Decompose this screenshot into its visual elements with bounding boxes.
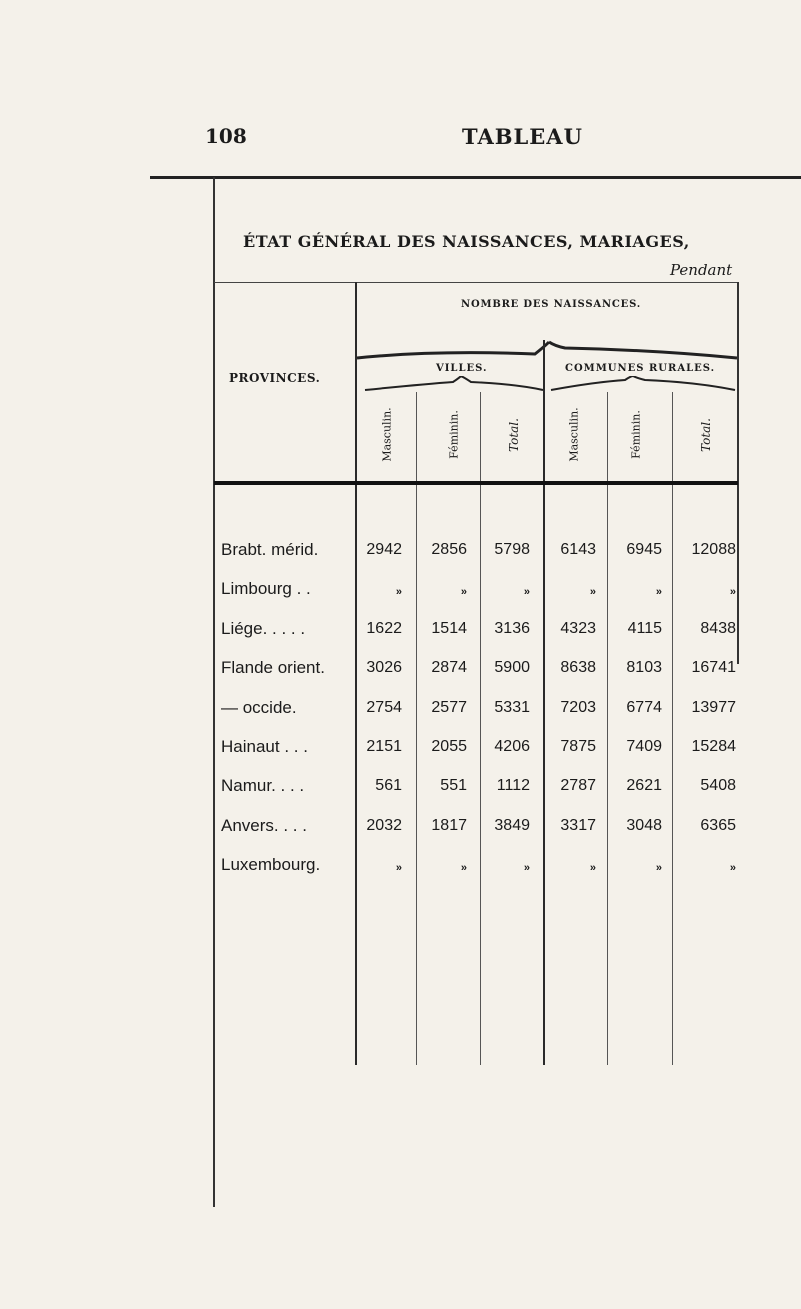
table-cell: » — [460, 862, 467, 874]
table-cell: 5331 — [494, 699, 530, 716]
table-cell: 2942 — [366, 541, 402, 558]
row-province-label: — occide. — [221, 698, 297, 717]
col-rule — [607, 485, 608, 1065]
table-cell: » — [460, 586, 467, 598]
table-cell: 2754 — [366, 699, 402, 716]
table-cell: 1112 — [496, 777, 530, 794]
cities-header: VILLES. — [436, 363, 488, 374]
col-rule — [480, 392, 481, 482]
table-cell: 5900 — [494, 659, 530, 676]
table-cell: 5798 — [494, 541, 530, 558]
table-cell: » — [589, 586, 596, 598]
col-rule — [672, 485, 673, 1065]
table-cell: » — [395, 586, 402, 598]
subheader-braces — [355, 376, 745, 392]
table-cell: 2874 — [431, 659, 467, 676]
top-rule — [150, 176, 801, 179]
table-cell: 3849 — [494, 817, 530, 834]
row-province-label: Anvers. . . . — [221, 816, 307, 835]
table-cell: » — [655, 862, 662, 874]
col-rule — [416, 392, 417, 482]
table-cell: 4323 — [560, 620, 596, 637]
header-braces — [355, 340, 745, 362]
births-header: NOMBRE DES NAISSANCES. — [461, 299, 642, 310]
table-cell: » — [729, 862, 736, 874]
table-cell: » — [523, 862, 530, 874]
table-cell: 8103 — [626, 659, 662, 676]
table-cell: 2032 — [366, 817, 402, 834]
table-cell: 3048 — [626, 817, 662, 834]
table-cell: 15284 — [691, 738, 736, 755]
subheader-masculin-villes: Masculin. — [380, 407, 394, 462]
table-cell: 2787 — [560, 777, 596, 794]
table-cell: » — [729, 586, 736, 598]
rural-communes-header: COMMUNES RURALES. — [565, 363, 716, 374]
col-rule — [672, 392, 673, 482]
row-province-label: Namur. . . . — [221, 776, 305, 795]
col-rule — [416, 485, 417, 1065]
table-cell: 2055 — [431, 738, 467, 755]
col-rule — [543, 340, 545, 482]
table-cell: » — [589, 862, 596, 874]
table-cell: 16741 — [691, 659, 736, 676]
table-cell: 7875 — [560, 738, 596, 755]
page-number: 108 — [205, 124, 247, 148]
col-rule — [607, 392, 608, 482]
subheader-total-villes: Total. — [507, 418, 521, 452]
row-province-label: Limbourg . . — [221, 579, 311, 598]
table-cell: 3317 — [560, 817, 596, 834]
table-cell: 12088 — [691, 541, 736, 558]
table-cell: 1514 — [431, 620, 467, 637]
table-cell: 7203 — [560, 699, 596, 716]
table-cell: 4115 — [627, 620, 662, 637]
table-cell: » — [523, 586, 530, 598]
header-top-rule — [214, 282, 738, 283]
col-rule — [543, 485, 545, 1065]
table-cell: 2856 — [431, 541, 467, 558]
table-cell: 8638 — [560, 659, 596, 676]
table-subtitle: Pendant — [670, 261, 733, 279]
row-province-label: Flande orient. — [221, 658, 325, 677]
running-head: TABLEAU — [462, 124, 583, 149]
left-margin-rule — [213, 177, 215, 1207]
col-rule — [480, 485, 481, 1065]
table-cell: 6365 — [700, 817, 736, 834]
subheader-total-communes: Total. — [699, 418, 713, 452]
table-cell: 5408 — [700, 777, 736, 794]
table-cell: 3026 — [366, 659, 402, 676]
table-cell: 2577 — [431, 699, 467, 716]
table-cell: » — [655, 586, 662, 598]
table-cell: 1817 — [431, 817, 467, 834]
provinces-header: PROVINCES. — [229, 371, 321, 385]
row-province-label: Hainaut . . . — [221, 737, 308, 756]
table-cell: 6774 — [626, 699, 662, 716]
row-province-label: Brabt. mérid. — [221, 540, 319, 559]
table-cell: 2621 — [626, 777, 662, 794]
row-province-label: Liége. . . . . — [221, 619, 306, 638]
table-cell: 13977 — [691, 699, 736, 716]
table-cell: 4206 — [494, 738, 530, 755]
table-cell: 1622 — [366, 620, 402, 637]
col-rule — [355, 282, 357, 482]
table-cell: 6143 — [560, 541, 596, 558]
table-cell: 2151 — [366, 738, 402, 755]
table-title: ÉTAT GÉNÉRAL DES NAISSANCES, MARIAGES, — [243, 232, 690, 251]
table-cell: 6945 — [626, 541, 662, 558]
table-cell: » — [395, 862, 402, 874]
col-rule — [355, 485, 357, 1065]
table-cell: 3136 — [494, 620, 530, 637]
table-cell: 561 — [375, 777, 402, 794]
table-cell: 551 — [440, 777, 467, 794]
subheader-masculin-communes: Masculin. — [567, 407, 581, 462]
table-cell: 7409 — [626, 738, 662, 755]
header-bottom-rule — [214, 481, 738, 485]
subheader-feminin-communes: Féminin. — [629, 410, 643, 459]
table-cell: 8438 — [700, 620, 736, 637]
row-province-label: Luxembourg. — [221, 855, 321, 874]
subheader-feminin-villes: Féminin. — [447, 410, 461, 459]
